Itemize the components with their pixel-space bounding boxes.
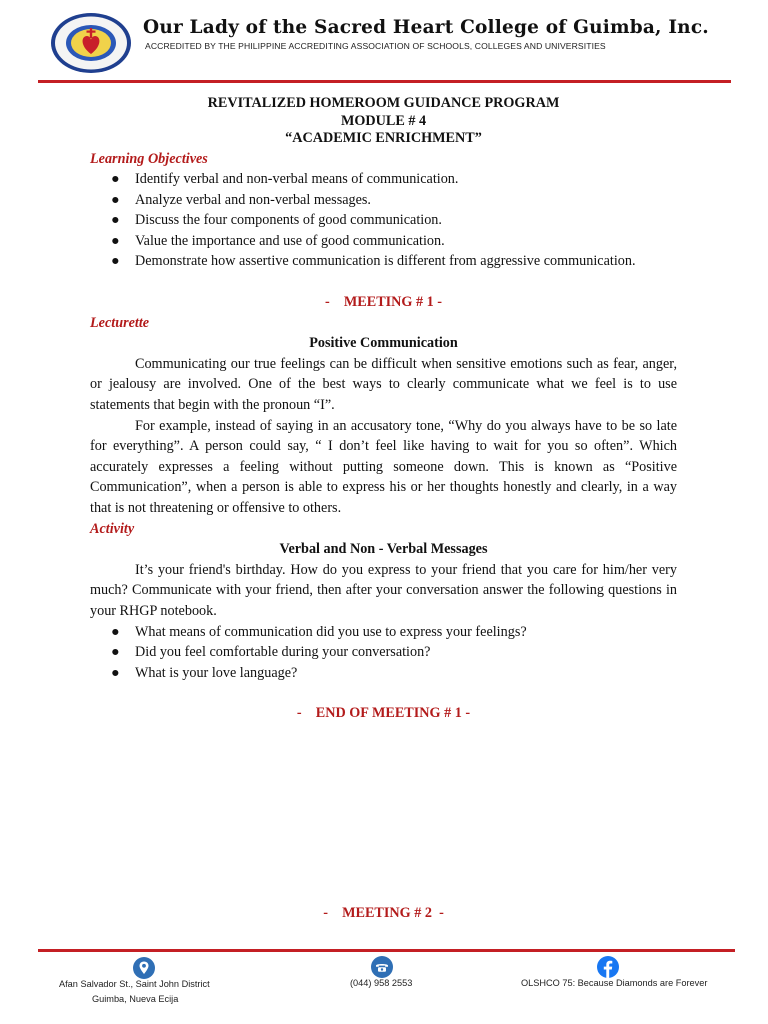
meeting-2-heading: - MEETING # 2 -: [323, 905, 444, 921]
list-item: ● Demonstrate how assertive communication is different from aggressive communication.: [135, 251, 677, 272]
end-meeting-1-heading: - END OF MEETING # 1 -: [296, 705, 471, 722]
footer-phone: (044) 958 2553: [350, 978, 413, 988]
college-name: Our Lady of the Sacred Heart College of Guimba, Inc.: [143, 17, 709, 38]
list-item: ● What means of communication did you use to express your feelings?: [135, 622, 677, 643]
lecturette-paragraph-1: Communicating our true feelings can be difficult when sensitive emotions such as fear, anger, or jealousy are involved. One of the best ways to clearly communicate what we feel is to use statements that begin with the pronoun “I”.: [90, 355, 677, 414]
learning-objectives-heading: Learning Objectives: [90, 150, 208, 167]
bullet-icon: ●: [111, 232, 120, 249]
list-item: ● Value the importance and use of good communication.: [135, 231, 677, 252]
activity-paragraph: It’s your friend's birthday. How do you express to your friend that you care for him/her very much? Communicate with your friend, then after your conversation answer the following questions in your RHGP notebook.: [90, 561, 677, 619]
bullet-icon: ●: [111, 664, 120, 681]
accreditation-text: ACCREDITED BY THE PHILIPPINE ACCREDITING ASSOCIATION OF SCHOOLS, COLLEGES AND UNIVERSITIES: [145, 41, 606, 51]
footer-address-line-1: Afan Salvador St., Saint John District: [59, 979, 210, 989]
bullet-icon: ●: [111, 191, 120, 208]
bullet-icon: ●: [111, 623, 120, 640]
lecturette-title: Positive Communication: [309, 335, 458, 352]
college-seal-logo: [50, 12, 132, 74]
facebook-icon: [597, 956, 619, 978]
module-content: [90, 95, 677, 724]
footer-divider: [38, 949, 735, 952]
lecturette-heading: Lecturette: [90, 314, 150, 331]
list-item: ● Identify verbal and non-verbal means of communication.: [135, 169, 677, 190]
program-title: REVITALIZED HOMEROOM GUIDANCE PROGRAM: [207, 95, 560, 111]
meeting-1-heading: - MEETING # 1 -: [324, 294, 443, 311]
bullet-icon: ●: [111, 253, 120, 270]
lecturette-paragraph-2: For example, instead of saying in an accusatory tone, “Why do you always have to be so late for everything”. A person could say, “ I don’t feel like having to wait for you so often”. Which accurately expresses a feeling without putting someone down. This is known as “Positive Communication”, when a person is able to express his or her thoughts honestly and clearly, in a way that is not threatening or offensive to others.: [90, 417, 677, 516]
module-title: [90, 95, 677, 148]
activity-heading: Activity: [90, 520, 135, 537]
phone-icon: [371, 956, 393, 978]
list-item: ● Analyze verbal and non-verbal messages.: [135, 190, 677, 211]
module-number: MODULE # 4: [340, 112, 427, 129]
activity-questions-list: [90, 622, 677, 684]
footer-address-line-2: Guimba, Nueva Ecija: [92, 994, 179, 1004]
list-item: ● Did you feel comfortable during your conversation?: [135, 642, 677, 663]
footer-facebook: OLSHCO 75: Because Diamonds are Forever: [521, 978, 708, 988]
bullet-icon: ●: [111, 212, 120, 229]
bullet-icon: ●: [111, 644, 120, 661]
bullet-icon: ●: [111, 171, 120, 188]
header-divider: [38, 80, 731, 83]
location-pin-icon: [133, 957, 155, 979]
list-item: ● What is your love language?: [135, 663, 677, 684]
page-header: [0, 0, 768, 84]
list-item: ● Discuss the four components of good communication.: [135, 210, 677, 231]
module-subtitle: “ACADEMIC ENRICHMENT”: [285, 130, 482, 146]
objectives-list: [90, 169, 677, 272]
activity-title: Verbal and Non - Verbal Messages: [279, 541, 488, 558]
